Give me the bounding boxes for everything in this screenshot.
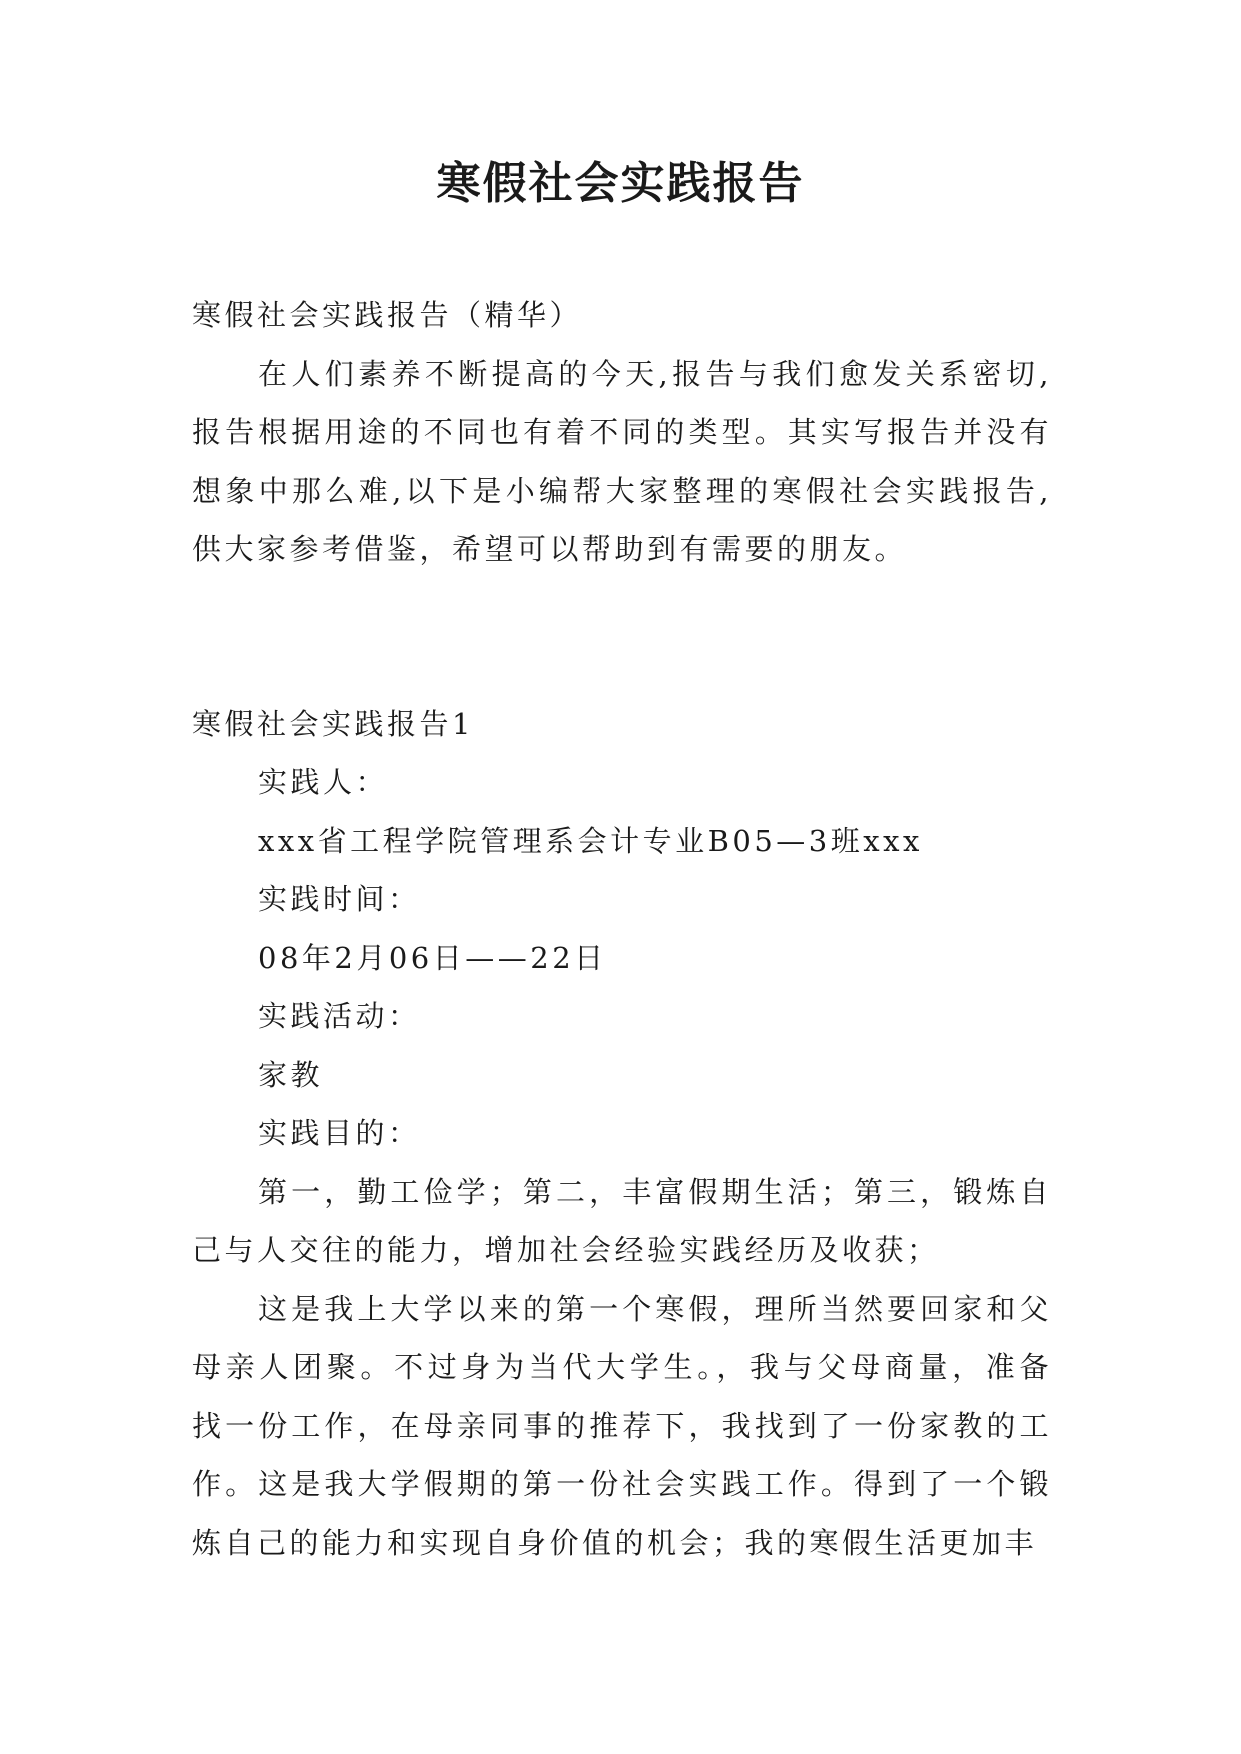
time-value: 08年2月06日——22日 xyxy=(258,940,607,975)
document-title: 寒假社会实践报告 xyxy=(436,158,805,209)
document-subtitle: 寒假社会实践报告（精华） xyxy=(192,298,583,332)
section-heading: 寒假社会实践报告1 xyxy=(192,706,474,741)
activity-value: 家教 xyxy=(258,1057,324,1092)
intro-paragraph: 在人们素养不断提高的今天,报告与我们愈发关系密切,报告根据用途的不同也有着不同的类型。其实写报告并没有想象中那么难,以下是小编帮大家整理的寒假社会实践报告,供大家参考借鉴，希望可以帮助到有需要的朋友。 xyxy=(192,356,1052,566)
practitioner-label: 实践人： xyxy=(258,765,389,799)
section-spacer xyxy=(192,579,1052,695)
practitioner-value: xxx省工程学院管理系会计专业B05—3班xxx xyxy=(258,823,923,858)
purpose-label: 实践目的： xyxy=(258,1116,421,1150)
activity-label: 实践活动： xyxy=(258,999,421,1033)
time-label: 实践时间： xyxy=(258,882,421,916)
purpose-value: 第一，勤工俭学；第二，丰富假期生活；第三，锻炼自己与人交往的能力，增加社会经验实践经历及收获； xyxy=(192,1174,1052,1267)
body-paragraph: 这是我上大学以来的第一个寒假，理所当然要回家和父母亲人团聚。不过身为当代大学生。，我与父母商量，准备找一份工作，在母亲同事的推荐下，我找到了一份家教的工作。这是我大学假期的第一份社会实践工作。得到了一个锻炼自己的能力和实现自身价值的机会；我的寒假生活更加丰 xyxy=(192,1291,1052,1560)
document-body xyxy=(192,286,1052,1572)
